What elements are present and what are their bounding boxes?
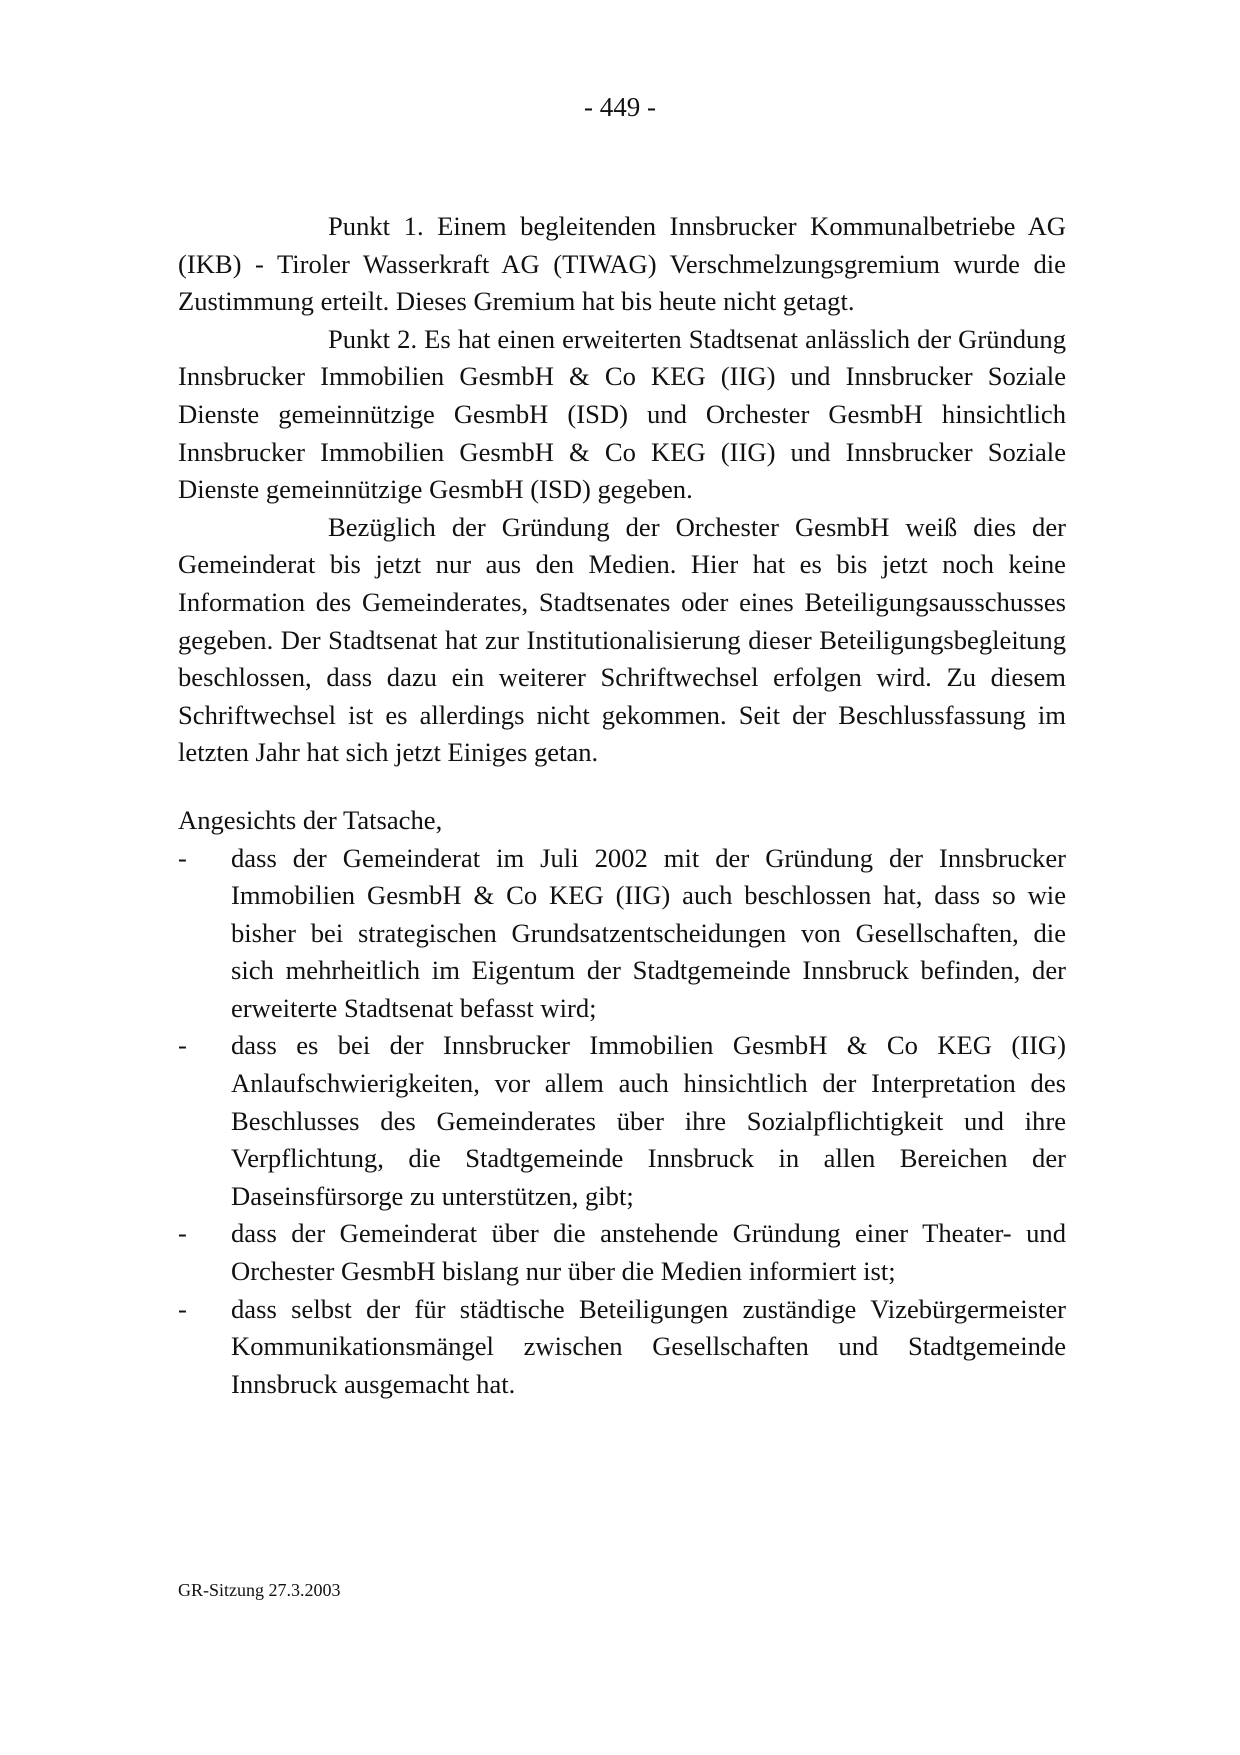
page-number: - 449 - xyxy=(584,92,656,122)
footer-session-date: GR-Sitzung 27.3.2003 xyxy=(178,1580,341,1600)
list-item-text: dass der Gemeinderat über die anstehende Gründung einer Theater- und Orchester GesmbH bislang nur über die Medien informiert ist; xyxy=(231,1218,1066,1287)
bullet-dash: - xyxy=(178,1218,187,1249)
paragraph-orchester: Bezüglich der Gründung der Orchester GesmbH weiß dies der Gemeinderat bis jetzt nur aus den Medien. Hier hat es bis jetzt noch keine Information des Gemeinderates, Stadtsenates oder eines Beteiligungsausschusses gegeben. Der Stadtsenat hat zur Institutionalisierung dieser Beteiligungsbegleitung beschlossen, dass dazu ein weiterer Schriftwechsel erfolgen wird. Zu diesem Schriftwechsel ist es allerdings nicht gekommen. Seit der Beschlussfassung im letzten Jahr hat sich jetzt Einiges getan. xyxy=(178,511,1066,768)
bullet-dash: - xyxy=(178,842,187,873)
paragraph-punkt-2: Punkt 2. Es hat einen erweiterten Stadtsenat anlässlich der Gründung Innsbrucker Immobilien GesmbH & Co KEG (IIG) und Innsbrucker Soziale Dienste gemeinnützige GesmbH (ISD) und Orchester GesmbH hinsichtlich Innsbrucker Immobilien GesmbH & Co KEG (IIG) und Innsbrucker Soziale Dienste gemeinnützige GesmbH (ISD) gegeben. xyxy=(178,323,1066,505)
list-item xyxy=(178,1291,1066,1404)
paragraph-punkt-1: Punkt 1. Einem begleitenden Innsbrucker Kommunalbetriebe AG (IKB) - Tiroler Wasserkraft AG (TIWAG) Verschmelzungsgremium wurde die Zustimmung erteilt. Dieses Gremium hat bis heute nicht getagt. xyxy=(178,211,1066,317)
list-item-text: dass es bei der Innsbrucker Immobilien GesmbH & Co KEG (IIG) Anlaufschwierigkeiten, vor allem auch hinsichtlich der Interpretation des Beschlusses des Gemeinderates über ihre Sozialpflichtigkeit und ihre Verpflichtung, die Stadtgemeinde Innsbruck in allen Bereichen der Daseinsfürsorge zu unterstützen, gibt; xyxy=(231,1030,1066,1211)
bullet-list xyxy=(178,840,1066,1404)
list-item xyxy=(178,1215,1066,1290)
list-item-text: dass der Gemeinderat im Juli 2002 mit der Gründung der Innsbrucker Immobilien GesmbH & Co KEG (IIG) auch beschlossen hat, dass so wie bisher bei strategischen Grundsatzentscheidungen von Gesellschaften, die sich mehrheitlich im Eigentum der Stadtgemeinde Innsbruck befinden, der erweiterte Stadtsenat befasst wird; xyxy=(231,842,1066,1023)
list-item xyxy=(178,840,1066,1028)
list-item-text: dass selbst der für städtische Beteiligungen zuständige Vizebürgermeister Kommunikationsmängel zwischen Gesellschaften und Stadtgemeinde Innsbruck ausgemacht hat. xyxy=(231,1293,1066,1399)
document-body xyxy=(178,208,1066,1403)
list-item xyxy=(178,1027,1066,1215)
intro-line: Angesichts der Tatsache, xyxy=(178,804,443,835)
bullet-dash: - xyxy=(178,1293,187,1324)
bullet-dash: - xyxy=(178,1030,187,1061)
